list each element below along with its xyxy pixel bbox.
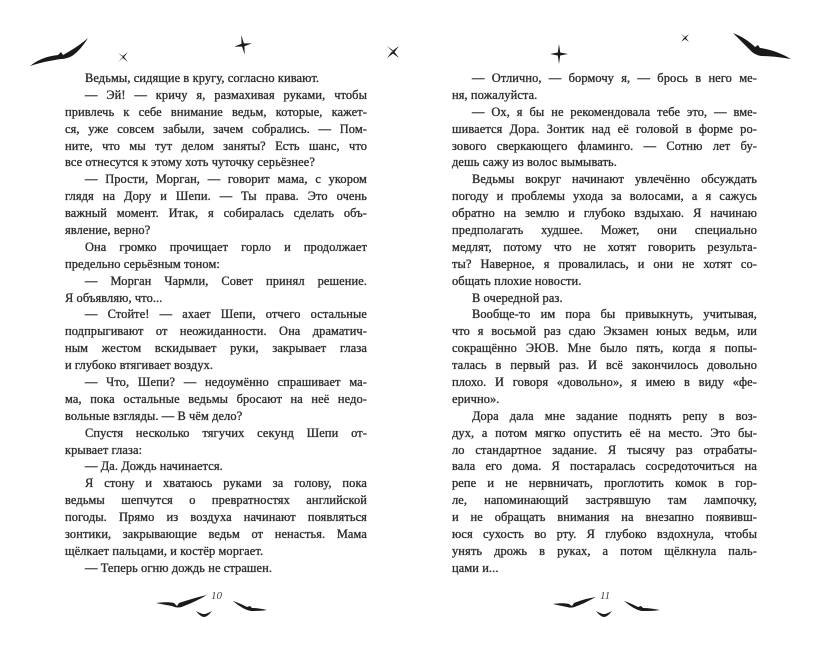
- text-line: ведьмы шепчутся о превратностях английской: [65, 493, 367, 508]
- star-icon: [386, 45, 400, 59]
- text-line: крывает глаза:: [65, 442, 143, 457]
- text-line: Спустя несколько тягучих секунд Шепи от-: [85, 425, 367, 440]
- text-line: Ведьмы вокруг начинают увлечённо обсуждать: [472, 172, 757, 187]
- text-line: глядя на Дору и Шепи. — Ты права. Это очень: [65, 189, 367, 204]
- text-line: ным жестом вскидывает руки, закрывает глаза: [65, 341, 367, 356]
- text-line: ня, пожалуйста.: [452, 87, 538, 102]
- text-line: общать плохие новости.: [452, 273, 582, 288]
- text-line: Я стону и хватаюсь руками за голову, пока: [85, 476, 367, 491]
- text-line: вольные взгляды. — В чём дело?: [65, 408, 243, 423]
- text-line: ле, напоминающий застрявшую там лампочку,: [452, 493, 757, 508]
- text-line: и глубоко втягивает воздух.: [65, 358, 214, 373]
- text-line: зового сверкающего фламинго. — Сотню лет бу-: [452, 138, 757, 153]
- bat-icon: [624, 600, 660, 612]
- text-line: ты? Наверное, я провалилась, и они не хотят со-: [452, 256, 757, 271]
- bat-icon: [553, 594, 597, 610]
- bat-icon: [28, 36, 90, 68]
- bat-icon: [156, 594, 208, 610]
- text-line: обратно на землю и глубоко вздыхаю. Я начинаю: [452, 206, 757, 221]
- text-line: ма, пока остальные ведьмы бросают на неё недо-: [65, 391, 367, 406]
- text-line: дух, а потом мягко опустить её на место. Это бы-: [452, 425, 757, 440]
- text-line: Я объявляю, что...: [65, 290, 163, 305]
- text-line: зонтики, закрывающие ведьм от ненастья. Мама: [65, 527, 367, 542]
- text-line: — Эй! — кричу я, размахивая руками, чтобы: [85, 87, 367, 102]
- text-line: Вообще-то им пора бы привыкнуть, учитывая,: [472, 307, 757, 322]
- text-line: — Морган Чармли, Совет принял решение.: [85, 273, 367, 288]
- text-line: ерично».: [452, 391, 500, 406]
- page-number-right: 11: [600, 590, 611, 602]
- text-line: ся, уже совсем забыли, зачем собрались. — Пом-: [65, 121, 367, 136]
- text-line: предельно серьёзным тоном:: [65, 256, 220, 271]
- bat-icon: [596, 610, 612, 618]
- sparkle-icon: [234, 35, 252, 55]
- text-line: медлят, потому что не хотят говорить результа-: [452, 239, 757, 254]
- star-icon: [680, 33, 690, 43]
- text-line: и не обращать внимания на внезапно появивш-: [452, 510, 757, 525]
- text-line: шивается Дора. Зонтик над её головой в форме ро-: [452, 121, 757, 136]
- text-line: — Теперь огню дождь не страшен.: [85, 560, 273, 575]
- text-line: что я восьмой раз сдаю Экзамен юных ведьм, или: [452, 324, 757, 339]
- text-line: плохо. И говоря «довольно», я имею в виду «фе-: [452, 375, 757, 390]
- right-page-text: [452, 70, 757, 577]
- text-line: — Ох, я бы не рекомендовала тебе это, — вме-: [472, 104, 757, 119]
- text-line: Дора дала мне задание поднять репу в воз-: [472, 408, 757, 423]
- text-line: Ведьмы, сидящие в кругу, согласно кивают.: [85, 71, 320, 85]
- text-line: подпрыгивают от неожиданности. Она драматич-: [65, 324, 367, 339]
- text-line: важный момент. Итак, я собиралась сделать объ-: [65, 206, 367, 221]
- text-line: ните, что мы тут делом заняты? Есть шанс, что: [65, 138, 367, 153]
- text-line: вала его дома. Я постаралась сосредоточиться на: [452, 459, 757, 474]
- text-line: дешь сажу из волос вымывать.: [452, 155, 617, 170]
- text-line: погоду и проблемы ухода за волосами, а я сажусь: [452, 189, 757, 204]
- text-line: юся сухость во рту. Я глубоко вздохнула, чтобы: [452, 527, 757, 542]
- bat-icon: [233, 600, 267, 612]
- page-number-left: 10: [211, 590, 222, 602]
- left-page-text: [65, 70, 367, 577]
- text-line: ло стандартное задание. Я тысячу раз отрабаты-: [452, 442, 757, 457]
- text-line: сокращённо ЭЮВ. Мне было пять, когда я попы-: [452, 341, 757, 356]
- sparkle-icon: [550, 44, 568, 64]
- text-line: все отнесутся к этому хоть чуточку серьёзнее?: [65, 155, 315, 170]
- bat-icon: [196, 610, 212, 618]
- text-line: щёлкает пальцами, и костёр моргает.: [65, 543, 264, 558]
- text-line: — Стойте! — ахает Шепи, отчего остальные: [85, 307, 367, 322]
- text-line: — Что, Шепи? — недоумённо спрашивает ма-: [85, 375, 367, 390]
- text-line: — Да. Дождь начинается.: [85, 459, 223, 474]
- text-line: талась в первый раз. И всё закончилось довольно: [452, 358, 757, 373]
- bat-icon: [731, 31, 793, 61]
- text-line: цами и...: [452, 560, 499, 575]
- text-line: предполагать худшее. Может, они специально: [452, 223, 757, 238]
- text-line: — Прости, Морган, — говорит мама, с укором: [85, 172, 367, 187]
- text-line: Она громко прочищает горло и продолжает: [85, 239, 367, 254]
- text-line: — Отлично, — бормочу я, — брось в него ме-: [472, 71, 757, 85]
- text-line: привлечь к себе внимание ведьм, которые, кажет-: [65, 104, 367, 119]
- text-line: унять дрожь в руках, а потом щёлкнула паль-: [452, 543, 757, 558]
- text-line: погоды. Прямо из воздуха начинают появляться: [65, 510, 367, 525]
- star-icon: [117, 51, 129, 63]
- text-line: В очередной раз.: [472, 290, 563, 305]
- text-line: репе и не нервничать, проглотить комок в гор-: [452, 476, 757, 491]
- text-line: явление, верно?: [65, 223, 151, 238]
